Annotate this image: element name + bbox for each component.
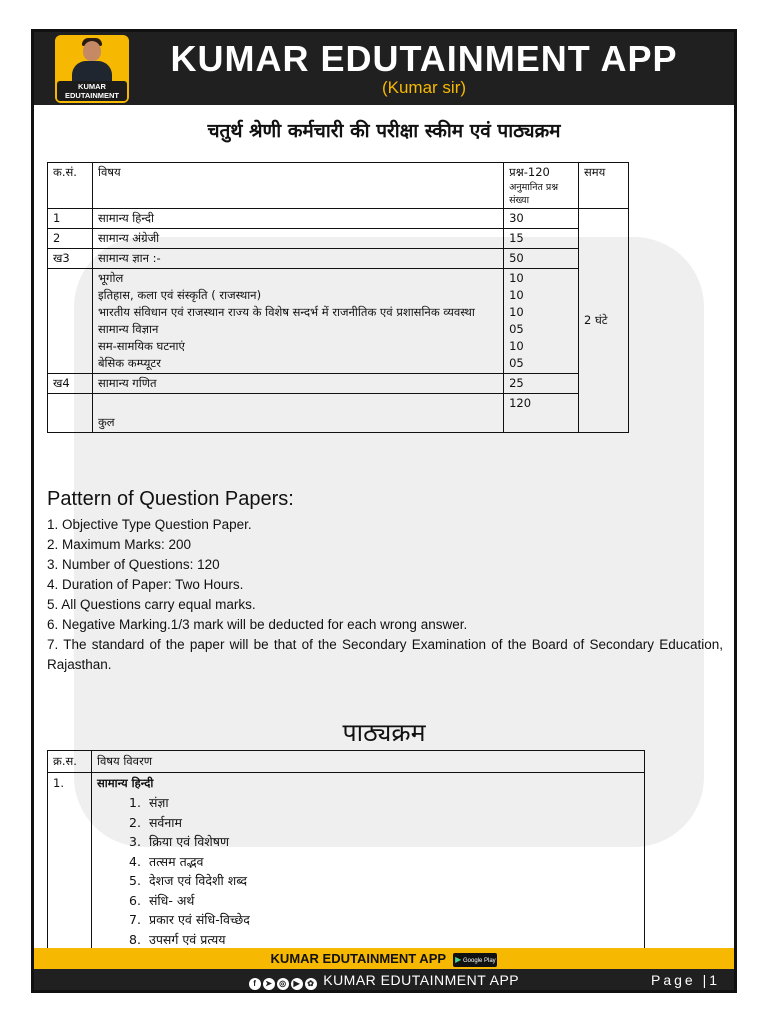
app-title: KUMAR EDUTAINMENT APP bbox=[170, 38, 678, 79]
total-value: 120 bbox=[504, 394, 579, 433]
list-item bbox=[119, 832, 639, 852]
pattern-item: 2. Maximum Marks: 200 bbox=[47, 537, 192, 552]
footer-social bbox=[34, 972, 734, 990]
header-time: समय bbox=[579, 163, 629, 209]
footer-bar bbox=[34, 969, 734, 993]
topic-number: 7. bbox=[129, 912, 141, 927]
total-label-text: कुल bbox=[97, 415, 115, 429]
gk-item: सम-सामयिक घटनाएं bbox=[97, 339, 185, 353]
website-icon[interactable]: ✿ bbox=[305, 978, 317, 990]
row-questions: 50 bbox=[504, 249, 579, 269]
topic-text: संज्ञा bbox=[148, 795, 169, 810]
table-row bbox=[48, 249, 629, 269]
topic-text: सर्वनाम bbox=[148, 814, 183, 830]
total-label bbox=[92, 394, 503, 433]
row-sno: 2 bbox=[48, 229, 93, 249]
section-name: सामान्य हिन्दी bbox=[96, 776, 154, 790]
page-number: Page |1 bbox=[650, 972, 720, 988]
topic-text: तत्सम तद्भव bbox=[148, 853, 204, 869]
page-frame bbox=[31, 29, 737, 993]
list-item bbox=[119, 852, 639, 872]
pattern-item: 4. Duration of Paper: Two Hours. bbox=[47, 577, 244, 592]
row-subject: सामान्य ज्ञान :- bbox=[92, 249, 503, 269]
app-subtitle: (Kumar sir) bbox=[381, 78, 467, 97]
row-sno bbox=[48, 269, 93, 374]
topic-text: क्रिया एवं विशेषण bbox=[148, 834, 230, 849]
play-icon: ▶ bbox=[455, 954, 462, 964]
youtube-icon[interactable]: ▶ bbox=[291, 978, 303, 990]
row-sno: ख4 bbox=[48, 374, 93, 394]
list-item bbox=[119, 930, 639, 950]
row-subject: सामान्य अंग्रेजी bbox=[92, 229, 503, 249]
list-item bbox=[119, 910, 639, 930]
pattern-item: 5. All Questions carry equal marks. bbox=[47, 597, 256, 612]
row-sno: 1 bbox=[48, 209, 93, 229]
gk-subitems-row bbox=[48, 269, 629, 374]
syllabus-header-sno: क्र.स. bbox=[48, 751, 92, 773]
topic-text: देशज एवं विदेशी शब्द bbox=[148, 873, 248, 888]
gk-item: इतिहास, कला एवं संस्कृति ( राजस्थान) bbox=[97, 288, 262, 302]
topic-number: 2. bbox=[129, 814, 141, 830]
telegram-icon[interactable]: ➤ bbox=[263, 978, 275, 990]
row-questions: 15 bbox=[504, 229, 579, 249]
topic-number: 8. bbox=[129, 931, 141, 947]
gk-item: भारतीय संविधान एवं राजस्थान राज्य के विशेष सन्दर्भ में राजनीतिक एवं प्रशासनिक व्यवस्था bbox=[97, 305, 475, 319]
scheme-table bbox=[47, 162, 629, 433]
table-row bbox=[48, 229, 629, 249]
logo-text-1: KUMAR bbox=[78, 82, 106, 91]
topic-text: प्रकार एवं संधि-विच्छेद bbox=[148, 912, 250, 927]
pattern-section bbox=[47, 488, 723, 675]
syllabus-section-row bbox=[48, 773, 645, 951]
google-play-label: Google Play bbox=[463, 957, 496, 964]
table-row bbox=[48, 209, 629, 229]
syllabus-title: पाठ्यक्रम bbox=[342, 718, 426, 747]
row-questions: 25 bbox=[504, 374, 579, 394]
topic-list bbox=[97, 793, 639, 949]
header-banner bbox=[34, 32, 734, 105]
gk-q: 10 bbox=[509, 288, 524, 302]
pattern-item: 6. Negative Marking.1/3 mark will be deducted for each wrong answer. bbox=[47, 617, 468, 632]
list-item bbox=[119, 891, 639, 911]
row-sno: ख3 bbox=[48, 249, 93, 269]
footer-app-name: KUMAR EDUTAINMENT APP bbox=[270, 951, 446, 966]
topic-number: 4. bbox=[129, 853, 141, 869]
instagram-icon[interactable]: ◎ bbox=[277, 978, 289, 990]
header-questions-label: प्रश्न-120 bbox=[509, 165, 550, 179]
gk-item: सामान्य विज्ञान bbox=[97, 322, 159, 336]
syllabus-header-row bbox=[48, 751, 645, 773]
topic-number: 6. bbox=[129, 892, 141, 908]
facebook-icon[interactable]: f bbox=[249, 978, 261, 990]
gk-subjects bbox=[92, 269, 503, 374]
topic-number: 5. bbox=[129, 873, 141, 888]
google-play-badge[interactable] bbox=[453, 953, 497, 967]
scheme-header-row bbox=[48, 163, 629, 209]
syllabus-header-detail: विषय विवरण bbox=[91, 751, 644, 773]
gk-q: 05 bbox=[509, 322, 524, 336]
section-sno: 1. bbox=[48, 773, 92, 951]
pattern-item: 1. Objective Type Question Paper. bbox=[47, 517, 252, 532]
footer-banner bbox=[34, 948, 734, 969]
gk-q: 10 bbox=[509, 271, 524, 285]
header-subject: विषय bbox=[92, 163, 503, 209]
topic-text: उपसर्ग एवं प्रत्यय bbox=[148, 931, 226, 947]
gk-item: भूगोल bbox=[97, 271, 124, 285]
header-questions-note: अनुमानित प्रश्न संख्या bbox=[509, 182, 559, 206]
pattern-heading: Pattern of Question Papers: bbox=[47, 488, 294, 510]
section-detail bbox=[91, 773, 644, 951]
footer-bottom-text: KUMAR EDUTAINMENT APP bbox=[323, 972, 520, 988]
pattern-item: 7. The standard of the paper will be that of the Secondary Examination of the Board of Secondary Education, Rajasthan. bbox=[47, 637, 723, 672]
gk-q: 10 bbox=[509, 305, 524, 319]
topic-text: संधि- अर्थ bbox=[148, 892, 195, 908]
list-item bbox=[119, 871, 639, 891]
header-sno: क.सं. bbox=[48, 163, 93, 209]
logo-text-2: EDUTAINMENT bbox=[64, 91, 120, 100]
row-subject: सामान्य गणित bbox=[92, 374, 503, 394]
topic-number: 3. bbox=[129, 834, 141, 849]
total-row bbox=[48, 394, 629, 433]
list-item bbox=[119, 793, 639, 813]
list-item bbox=[119, 813, 639, 833]
header-questions bbox=[504, 163, 579, 209]
time-cell: 2 घंटे bbox=[579, 209, 629, 433]
gk-q: 05 bbox=[509, 356, 524, 370]
gk-item: बेसिक कम्प्यूटर bbox=[97, 356, 161, 370]
syllabus-table bbox=[47, 750, 645, 951]
pattern-item: 3. Number of Questions: 120 bbox=[47, 557, 220, 572]
row-subject: सामान्य हिन्दी bbox=[92, 209, 503, 229]
scheme-title: चतुर्थ श्रेणी कर्मचारी की परीक्षा स्कीम एवं पाठ्यक्रम bbox=[207, 120, 561, 142]
topic-number: 1. bbox=[129, 795, 141, 810]
row-sno bbox=[48, 394, 93, 433]
table-row bbox=[48, 374, 629, 394]
gk-questions bbox=[504, 269, 579, 374]
row-questions: 30 bbox=[504, 209, 579, 229]
gk-q: 10 bbox=[509, 339, 524, 353]
